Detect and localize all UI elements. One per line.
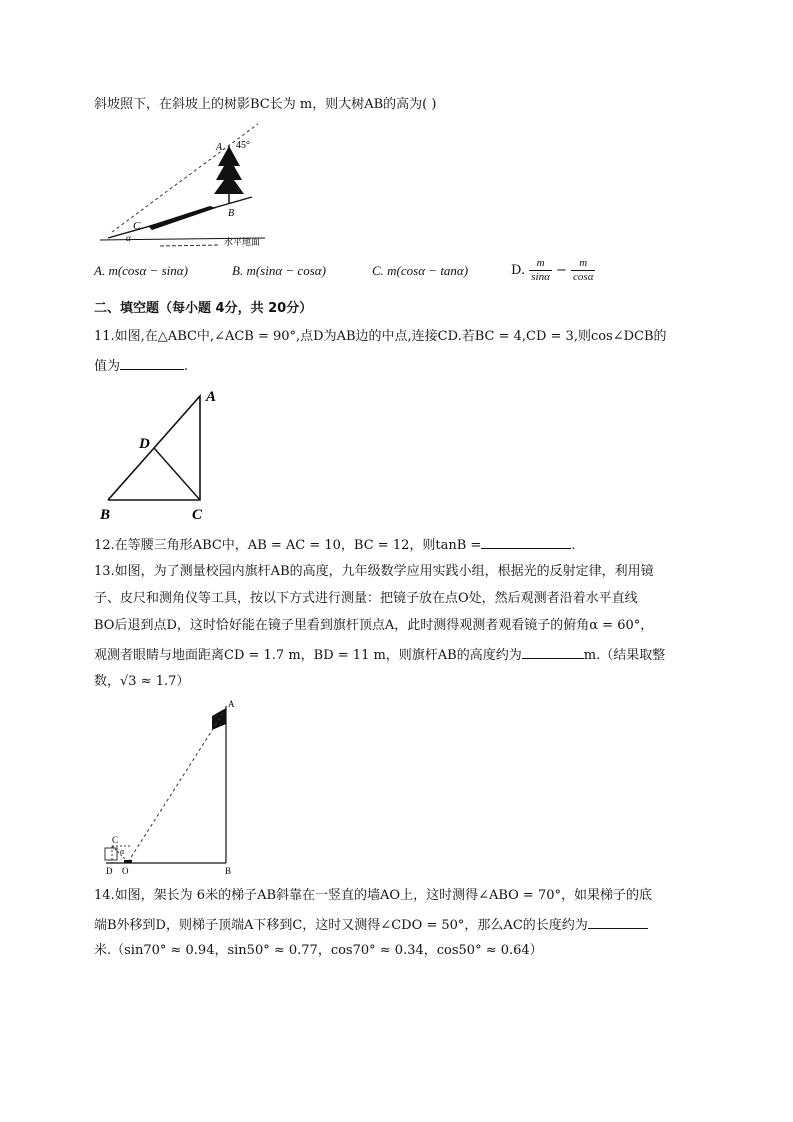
- q13-label-d: D: [106, 866, 113, 876]
- q11-figure: [96, 386, 226, 526]
- q11-label-d: D: [139, 436, 150, 452]
- q11-answer-blank[interactable]: [120, 356, 184, 370]
- q13-label-c: C: [112, 835, 119, 845]
- q10-ground-dash: [160, 245, 220, 246]
- q13-line4: 观测者眼睛与地面距离CD = 1.7 m，BD = 11 m，则旗杆AB的高度约为 m.（结果取整: [94, 645, 665, 665]
- q10-label-a: A: [216, 142, 223, 153]
- q10-shadow: [148, 206, 216, 230]
- q13-line3: BO后退到点D，这时恰好能在镜子里看到旗杆顶点A，此时测得观测者观看镜子的俯角α = 60°，: [94, 618, 654, 633]
- q14-line2: 端B外移到D，则梯子顶端A下移到C，这时又测得∠CDO = 50°，那么AC的长度约为: [94, 915, 648, 935]
- q10-stem: 斜坡照下，在斜坡上的树影BC长为 m，则大树AB的高为( ): [94, 97, 437, 112]
- q10-option-d-frac1: $\frac{m}{\sin\alpha}$: [531, 257, 550, 283]
- q12-answer-blank[interactable]: [481, 535, 571, 549]
- q13-label-alpha: α: [120, 847, 125, 856]
- q14-answer-blank[interactable]: [588, 915, 648, 929]
- q13-answer-blank[interactable]: [522, 645, 584, 659]
- q11-label-c: C: [192, 507, 203, 523]
- q13-line2: 子、皮尺和测角仪等工具，按以下方式进行测量：把镜子放在点O处，然后观测者沿着水平直线: [94, 591, 638, 606]
- q10-label-c: C: [133, 220, 141, 232]
- q13-figure: [100, 696, 245, 882]
- q13-line1: 13.如图，为了测量校园内旗杆AB的高度，九年级数学应用实践小组，根据光的反射定律，利用镜: [94, 564, 654, 579]
- q10-option-d-frac2: $\frac{m}{\cos\alpha}$: [573, 257, 594, 283]
- q10-label-ground: 水平地面: [224, 237, 261, 247]
- q13-label-o: O: [122, 866, 129, 876]
- q11-line2: 值为 .: [94, 356, 188, 376]
- q12-text: 12.在等腰三角形ABC中，AB = AC = 10，BC = 12，则tanB = .: [94, 535, 575, 555]
- q13-sightline-oa: [128, 710, 225, 862]
- q10-option-d: [511, 257, 595, 284]
- q13-label-a: A: [228, 699, 235, 709]
- q10-label-b: B: [228, 208, 235, 219]
- q11-label-a: A: [206, 389, 217, 405]
- q14-line1: 14.如图，架长为 6米的梯子AB斜靠在一竖直的墙AO上，这时测得∠ABO = 70°，如果梯子的底: [94, 888, 652, 903]
- q10-option-d-prefix: D.: [511, 263, 526, 278]
- q11-median-cd: [154, 448, 200, 500]
- q11-line1: 11.如图,在△ABC中,∠ACB = 90°,点D为AB边的中点,连接CD.若BC = 4,CD = 3,则cos∠DCB的: [94, 329, 667, 344]
- q13-mirror-icon: [124, 860, 132, 863]
- q14-line3: 米.（sin70° ≈ 0.94，sin50° ≈ 0.77，cos70° ≈ 0.34，cos50° ≈ 0.64）: [94, 943, 543, 958]
- q10-option-b: B. m(sinα − cosα): [232, 263, 326, 278]
- q13-line5: 数，√3 ≈ 1.7）: [94, 674, 190, 689]
- q10-option-c: C. m(cosα − tanα): [372, 263, 469, 278]
- q11-label-b: B: [100, 507, 111, 523]
- q10-option-a: A. m(cosα − sinα): [94, 263, 188, 278]
- q10-option-d-minus: −: [556, 263, 567, 278]
- q10-label-45: 45°: [236, 140, 250, 151]
- q10-figure: [100, 120, 270, 250]
- section-title: 二、填空题（每小题 4分，共 20分）: [94, 301, 313, 316]
- q10-label-alpha: α: [126, 233, 131, 243]
- q13-label-b: B: [225, 866, 232, 876]
